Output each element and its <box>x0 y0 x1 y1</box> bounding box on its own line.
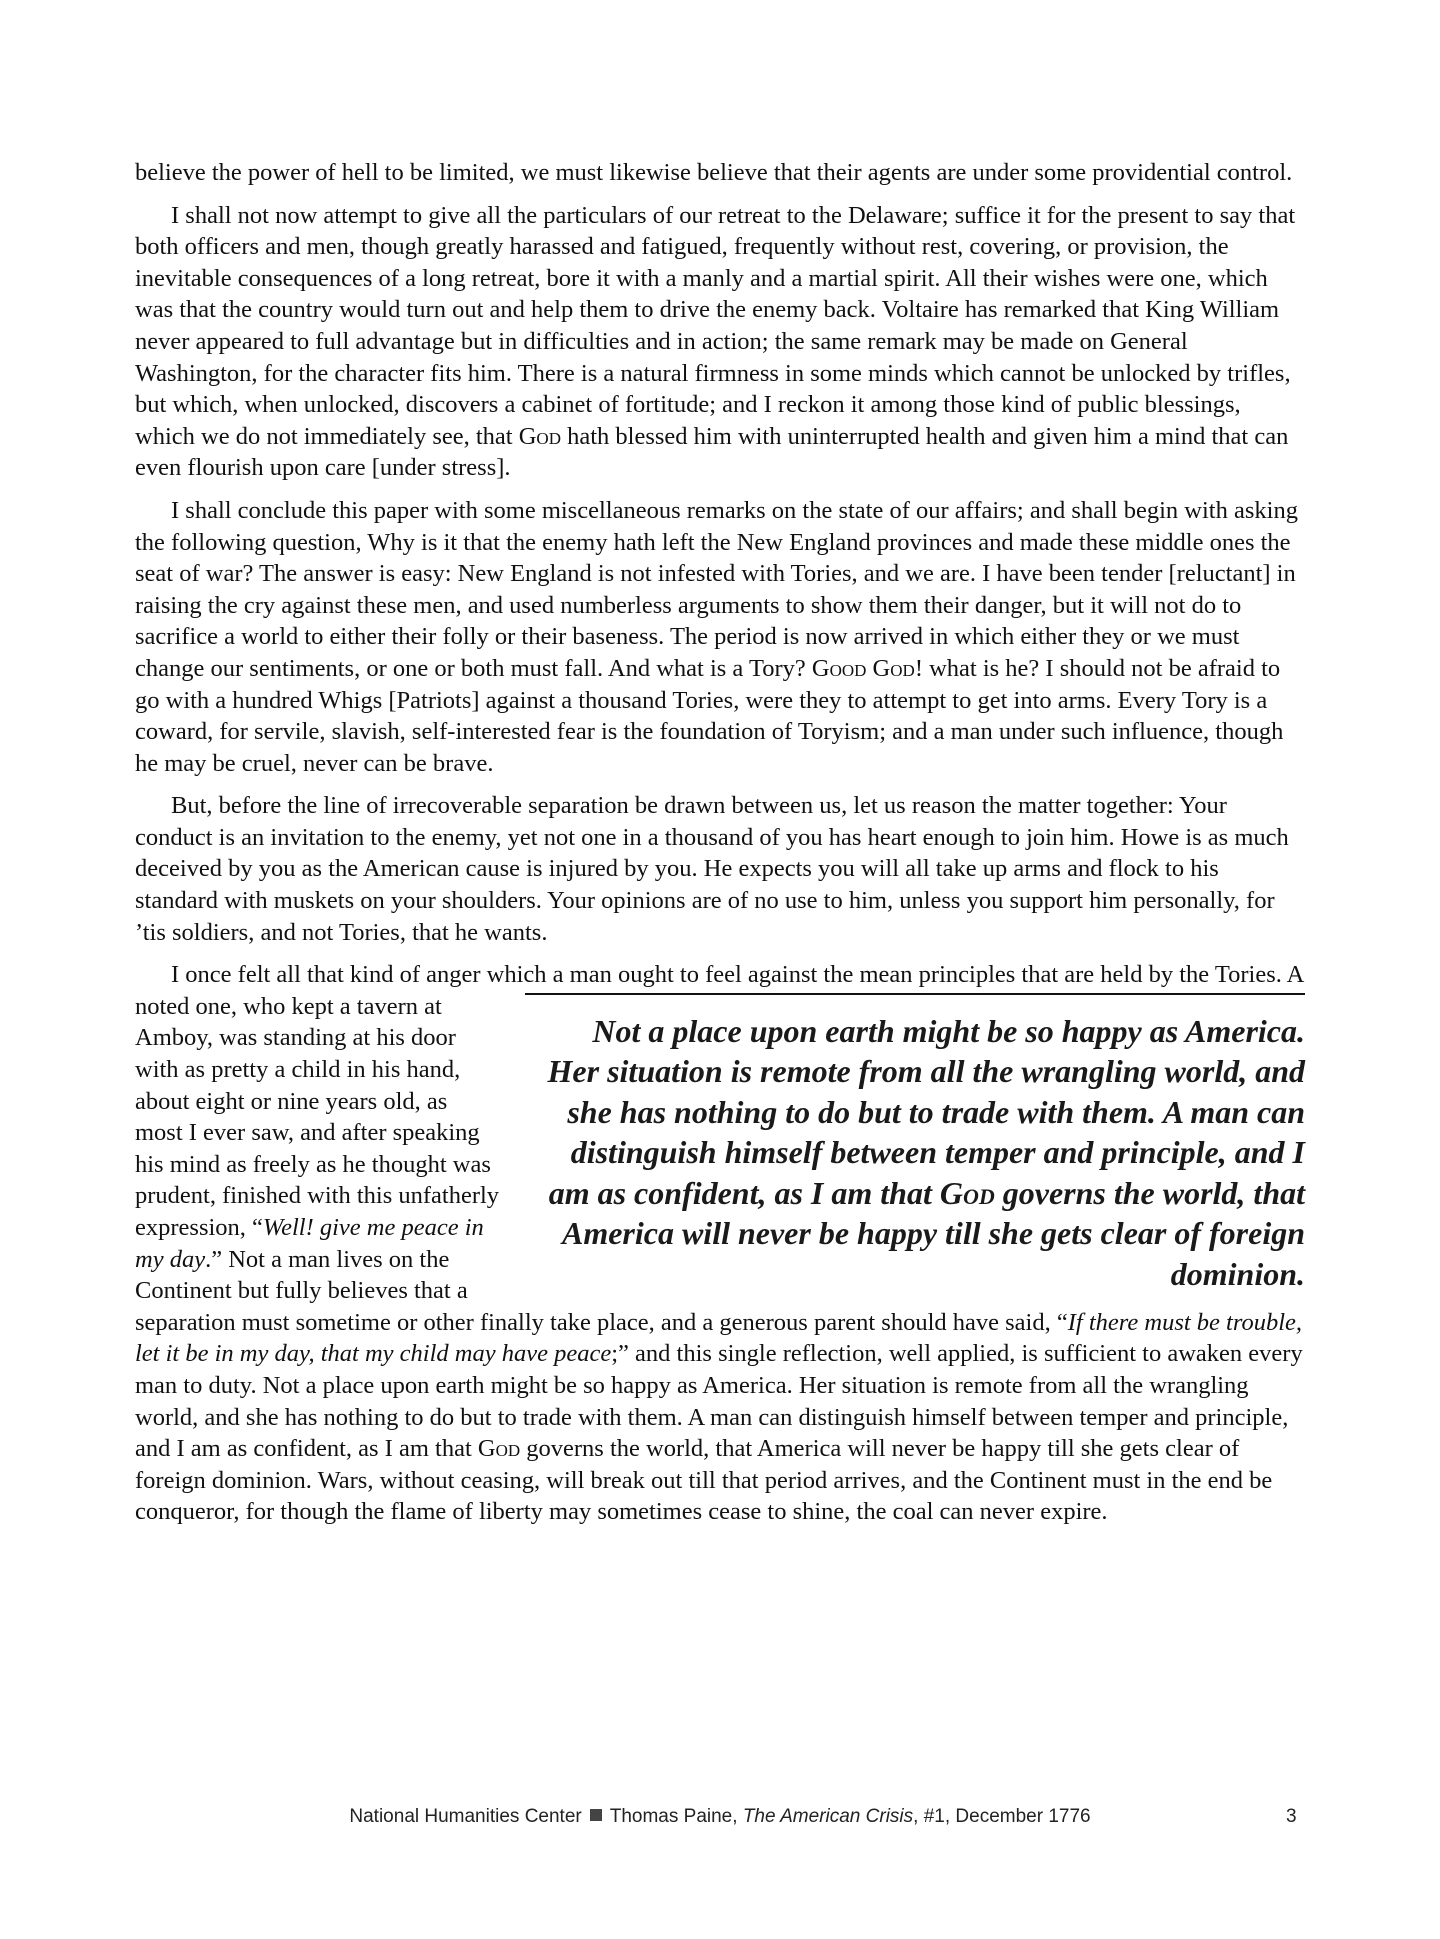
paragraph-3-text-a: I shall conclude this paper with some miscellaneous remarks on the state of our affairs; and shall begin with asking the following question, Why is it that the enemy hath left the New England provinces and made these middle ones the seat of war? The answer is easy: New England is not infested with Tories, and we are. I have been tender [reluctant] in raising the cry against these men, and used numberless arguments to show them their danger, but it will not do to sacrifice a world to either their folly or their baseness. The period is now arrived in which either they or we must change our sentiments, or one or both must fall. And what is a Tory? <box>135 496 1298 682</box>
paragraph-5-text-b: .” Not a man lives on the Continent but fully believes that a separation must sometime or other finally take place, and a generous parent should have said, “ <box>135 1245 1068 1336</box>
footer-issue: , #1, December 1776 <box>913 1806 1091 1827</box>
paragraph-4: But, before the line of irrecoverable separation be drawn between us, let us reason the matter together: Your conduct is an invitation to the enemy, yet not one in a thousand of you has heart enough to join him. Howe is as much deceived by you as the American cause is injured by you. He expects you will all take up arms and flock to his standard with muskets on your shoulders. Your opinions are of no use to him, unless you support him personally, for ’tis soldiers, and not Tories, that he wants. <box>135 792 1289 946</box>
page-number: 3 <box>1286 1806 1297 1827</box>
inline-quote-1: Well! give me peace in my day <box>135 1214 484 1273</box>
footer-author: Thomas Paine, <box>609 1806 743 1827</box>
paragraph-3 <box>135 495 1305 779</box>
pull-quote <box>525 993 1305 1295</box>
footer-org: National Humanities Center <box>349 1806 582 1827</box>
paragraph-2-text-b: hath blessed him with uninterrupted health and given him a mind that can even flourish upon care [under stress]. <box>135 422 1289 482</box>
small-caps-god-2: God <box>477 1435 521 1463</box>
paragraph-3-text-b: ! what is he? I should not be afraid to go with a hundred Whigs [Patriots] against a thousand Tories, were they to attempt to get into arms. Every Tory is a coward, for servile, slavish, self-interested fear is the foundation of Toryism; and a man under such influence, though he may be cruel, never can be brave. <box>135 654 1284 777</box>
pull-quote-text-a: Not a place upon earth might be so happy as America. Her situation is remote from all the wrangling world, and she has nothing to do but to trade with them. A man can distinguish himself between temper and principle, and I am as confident, as I am that <box>547 1012 1305 1211</box>
paragraph-2 <box>135 200 1305 484</box>
inline-quote-2: If there must be trouble, let it be in my day, that my child may have peace <box>135 1308 1303 1368</box>
small-caps-god: God <box>518 422 561 450</box>
small-caps-good-god: Good God <box>811 654 915 682</box>
paragraph-5-text-d: governs the world, that America will never be happy till she gets clear of foreign dominion. Wars, without ceasing, will break out till that period arrives, and the Continent must in the end be conqueror, for though the flame of liberty may sometimes cease to shine, the coal can never expire. <box>135 1435 1273 1526</box>
paragraph-5-lead: I once felt all that kind of anger which a man ought to feel against the mean principles that are held by <box>171 961 1180 989</box>
page-footer <box>0 1806 1440 1828</box>
paragraph-5 <box>135 959 1305 1528</box>
footer-work-title: The American Crisis <box>742 1806 914 1827</box>
pull-quote-text-b: governs the world, that America will never be happy till she gets clear of foreign dominion. <box>561 1174 1305 1292</box>
document-body <box>135 157 1305 1528</box>
paragraph-5-text-c: ;” and this single reflection, well applied, is sufficient to awaken every man to duty. Not a place upon earth might be so happy as America. Her situation is remote from all the wrangling world, and she has nothing to do but to trade with them. A man can distinguish himself between temper and principle, and I am as confident, as I am that <box>135 1340 1303 1463</box>
paragraph-1: believe the power of hell to be limited, we must likewise believe that their agents are under some providential control. <box>135 159 1293 186</box>
square-separator-icon <box>590 1809 602 1821</box>
paragraph-5-text-a: the Tories. A noted one, who kept a tavern at Amboy, was standing at his door with as pretty a child in his hand, about eight or nine years old, as most I ever saw, and after speaking his mind as freely as he thought was prudent, finished with this unfatherly expression, “ <box>135 961 1303 1241</box>
paragraph-5-with-pullquote <box>135 959 1305 1528</box>
pull-quote-small-caps-god: God <box>939 1174 995 1211</box>
paragraph-2-text-a: I shall not now attempt to give all the particulars of our retreat to the Delaware; suffice it for the present to say that both officers and men, though greatly harassed and fatigued, frequently without rest, covering, or provision, the inevitable consequences of a long retreat, bore it with a manly and a martial spirit. All their wishes were one, which was that the country would turn out and help them to drive the enemy back. Voltaire has remarked that King William never appeared to full advantage but in difficulties and in action; the same remark may be made on General Washington, for the character fits him. There is a natural firmness in some minds which cannot be unlocked by trifles, but which, when unlocked, discovers a cabinet of fortitude; and I reckon it among those kind of public blessings, which we do not immediately see, that <box>135 201 1296 450</box>
